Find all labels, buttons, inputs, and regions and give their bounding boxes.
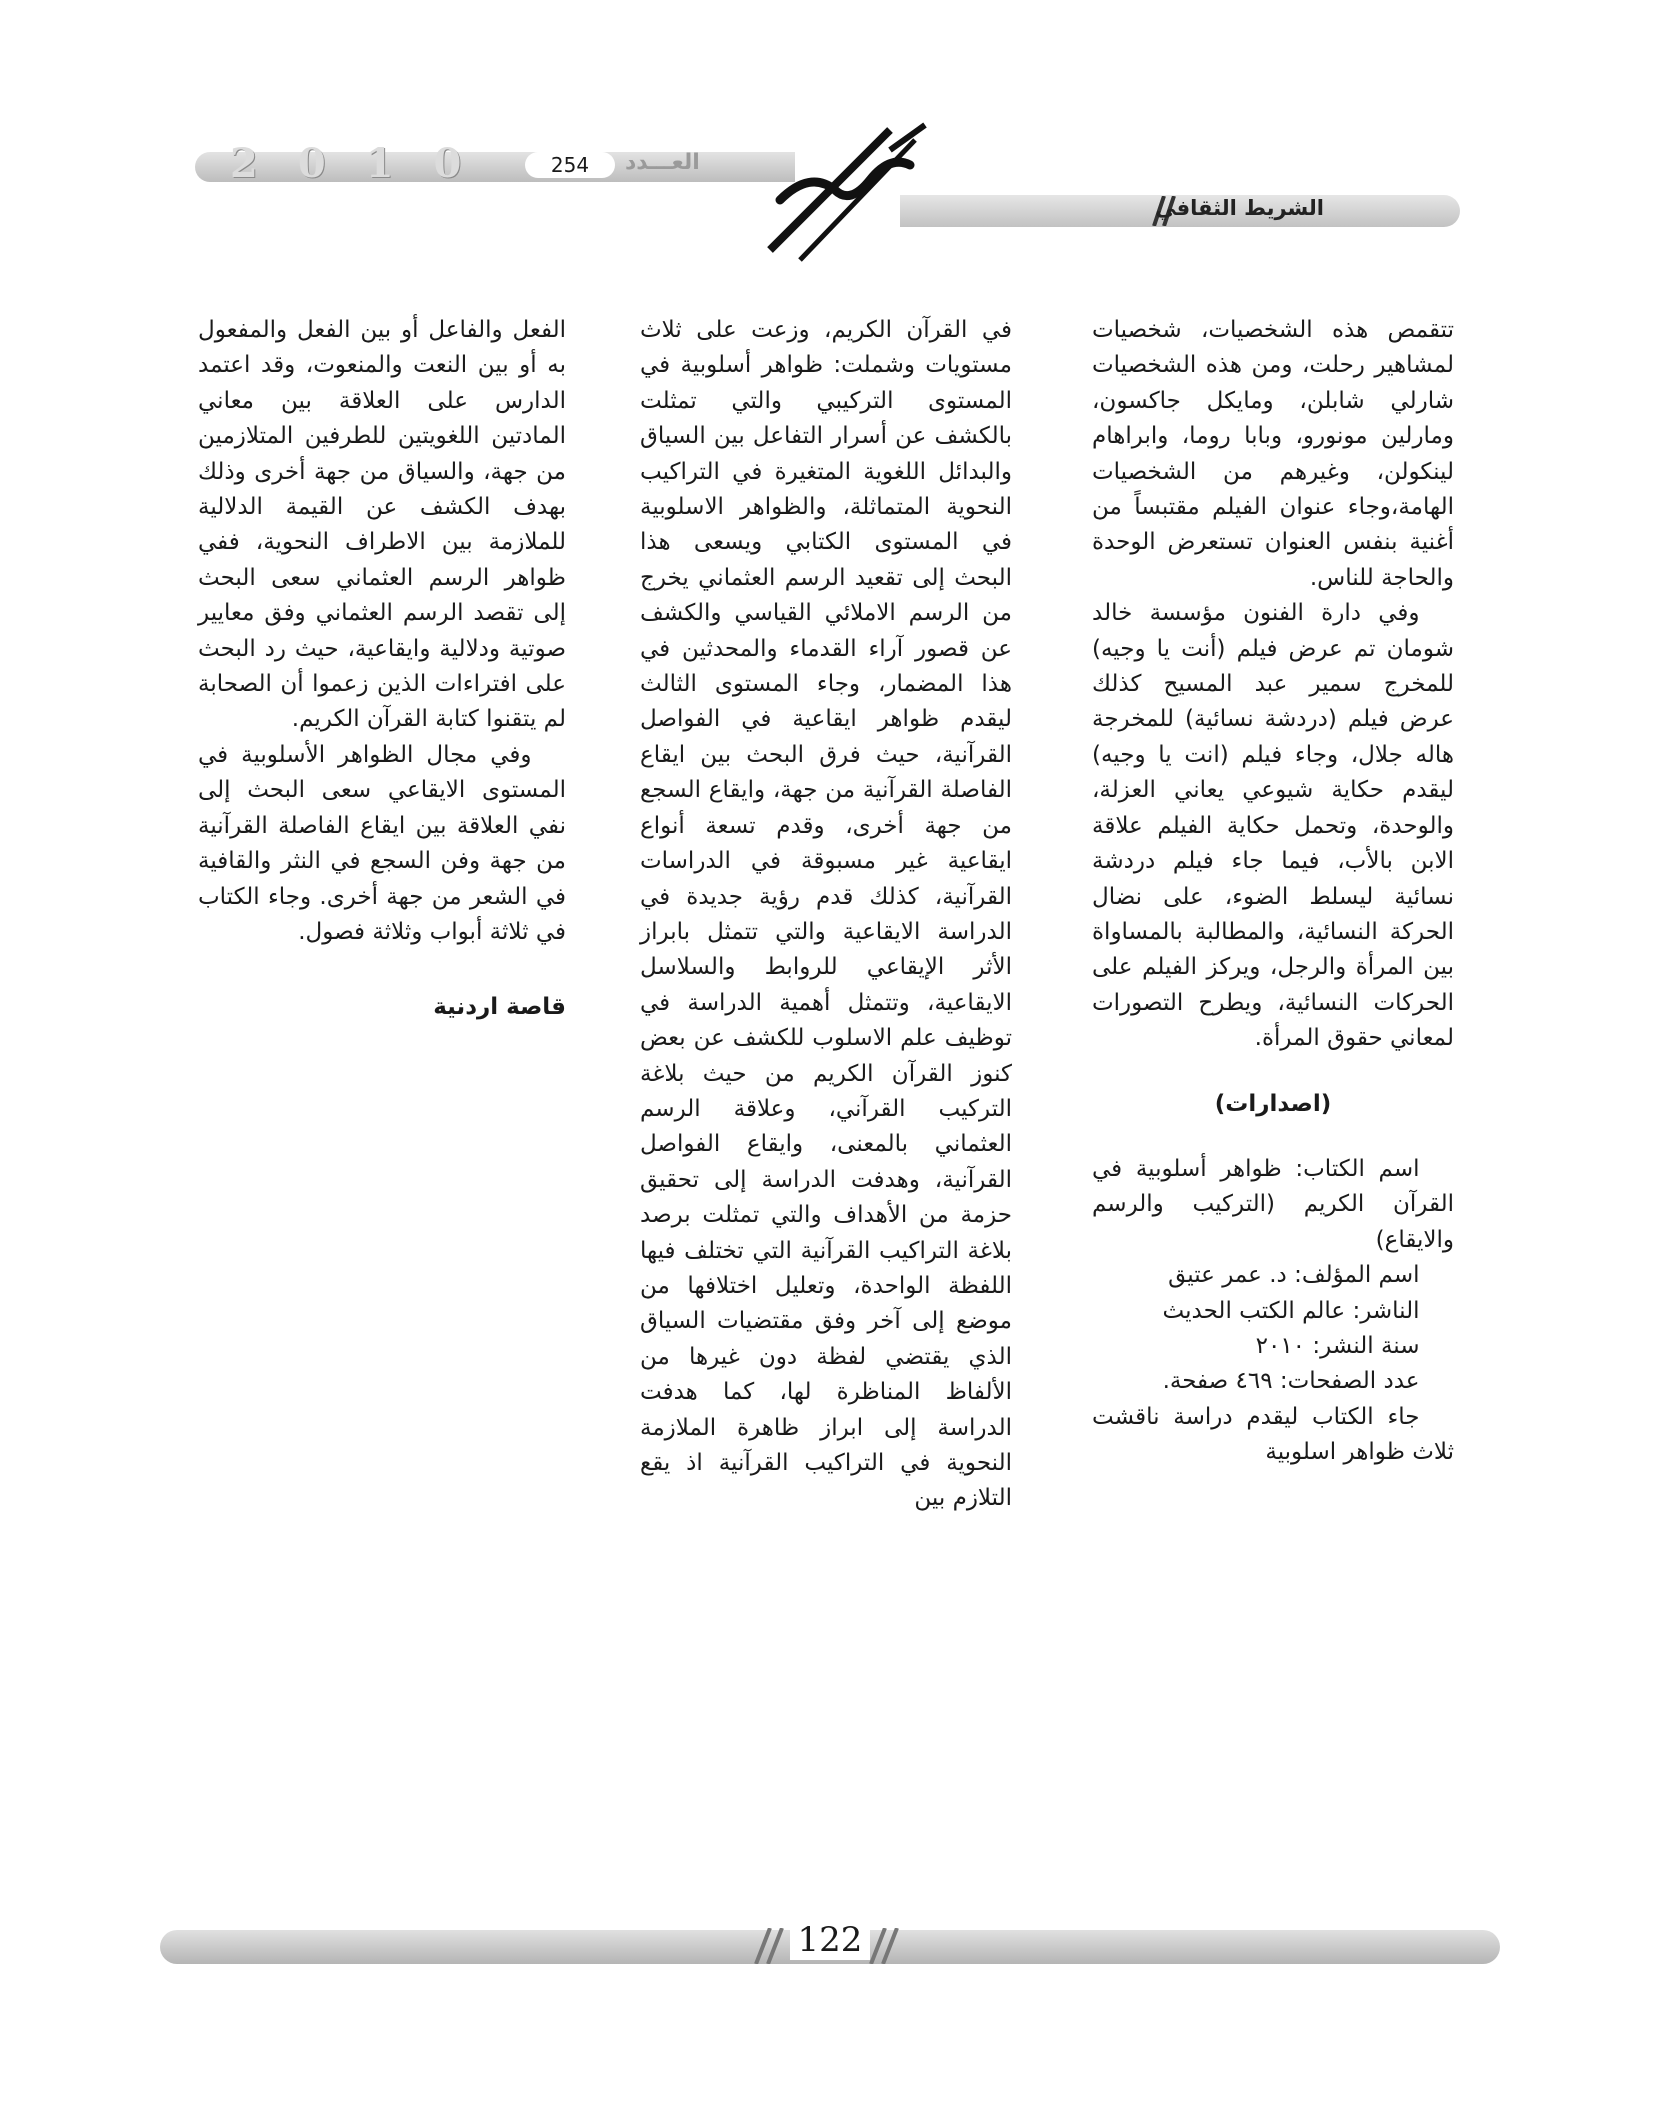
paragraph: وفي مجال الظواهر الأسلوبية في المستوى الايقاعي سعى البحث إلى نفي العلاقة بين ايقاع الفاصلة القرآنية من جهة وفن السجع في النثر والقافية في الشعر من جهة أخرى. وجاء الكتاب في ثلاثة أبواب وثلاثة فصول. [198, 741, 566, 945]
book-year: سنة النشر: ٢٠١٠ [1255, 1332, 1420, 1359]
book-pages: عدد الصفحات: ٤٦٩ صفحة. [1162, 1368, 1420, 1395]
year-label [230, 140, 461, 187]
article-column-right [1092, 313, 1454, 1471]
section-title: الشريط الثقافي [1155, 196, 1324, 220]
magazine-logo-icon [740, 110, 940, 270]
year-digit: 1 [365, 140, 394, 187]
book-author: اسم المؤلف: د. عمر عتيق [1168, 1262, 1420, 1289]
year-digit: 2 [230, 140, 258, 187]
book-name: اسم الكتاب: ظواهر أسلوبية في القرآن الكريم (التركيب والرسم والايقاع) [1092, 1155, 1454, 1253]
article-column-middle [640, 313, 1012, 1517]
year-digit: 0 [297, 140, 326, 187]
section-heading: (اصدارات) [1214, 1090, 1332, 1117]
stripes-icon [865, 1928, 905, 1964]
stripes-icon [750, 1928, 790, 1964]
page-number: 122 [790, 1920, 870, 1960]
paragraph: تتقمص هذه الشخصيات، شخصيات لمشاهير رحلت، ومن هذه الشخصيات شارلي شابلن، ومايكل جاكسون، ومارلين مونورو، وبابا روما، وابراهام لينكولن، وغيرهم من الشخصيات الهامة،وجاء عنوان الفيلم مقتبساً من أغنية بنفس العنوان تستعرض الوحدة والحاجة للناس. [1092, 317, 1454, 591]
paragraph: جاء الكتاب ليقدم دراسة ناقشت ثلاث ظواهر اسلوبية [1092, 1403, 1454, 1466]
paragraph: في القرآن الكريم، وزعت على ثلاث مستويات وشملت: ظواهر أسلوبية في المستوى التركيبي والتي تمثلت بالكشف عن أسرار التفاعل بين السياق والبدائل اللغوية المتغيرة في التراكيب النحوية المتماثلة، والظواهر الاسلوبية في المستوى الكتابي ويسعى هذا البحث إلى تقعيد الرسم العثماني يخرج من الرسم الاملائي القياسي والكشف عن قصور آراء القدماء والمحدثين في هذا المضمار، وجاء المستوى الثالث ليقدم ظواهر ايقاعية في الفواصل القرآنية، حيث فرق البحث بين ايقاع الفاصلة القرآنية من جهة، وايقاع السجع من جهة أخرى، وقدم تسعة أنواع ايقاعية غير مسبوقة في الدراسات القرآنية، كذلك قدم رؤية جديدة في الدراسة الايقاعية والتي تتمثل بابراز الأثر الإيقاعي للروابط والسلاسل الايقاعية، وتتمثل أهمية الدراسة في توظيف علم الاسلوب للكشف عن بعض كنوز القرآن الكريم من حيث بلاغة التركيب القرآني، وعلاقة الرسم العثماني بالمعنى، وايقاع الفواصل القرآنية، وهدفت الدراسة إلى تحقيق حزمة من الأهداف والتي تمثلت برصد بلاغة التراكيب القرآنية التي تختلف فيها اللفظة الواحدة، وتعليل اختلافها من موضع إلى آخر وفق مقتضيات السياق الذي يقتضي لفظة دون غيرها من الألفاظ المناظرة لها، كما هدفت الدراسة إلى ابراز ظاهرة الملازمة النحوية في التراكيب القرآنية اذ يقع التلازم بين [640, 317, 1012, 1512]
author-signature: قاصة اردنية [433, 994, 566, 1021]
issue-number: 254 [525, 152, 615, 178]
paragraph: وفي دارة الفنون مؤسسة خالد شومان تم عرض فيلم (أنت يا وجيه) للمخرج سمير عبد المسيح كذلك عرض فيلم (دردشة نسائية) للمخرجة هاله جلال، وجاء فيلم (انت يا وجيه) ليقدم حكاية شيوعي يعاني العزلة، والوحدة، وتحمل حكاية الفيلم علاقة الابن بالأب، فيما جاء فيلم دردشة نسائية ليسلط الضوء، على نضال الحركة النسائية، والمطالبة بالمساواة بين المرأة والرجل، ويركز الفيلم على الحركات النسائية، ويطرح التصورات لمعاني حقوق المرأة. [1092, 600, 1454, 1052]
paragraph: الفعل والفاعل أو بين الفعل والمفعول به أو بين النعت والمنعوت، وقد اعتمد الدارس على العلاقة بين معاني المادتين اللغويتين للطرفين المتلازمين من جهة، والسياق من جهة أخرى وذلك بهدف الكشف عن القيمة الدلالية للملازمة بين الاطراف النحوية، ففي ظواهر الرسم العثماني سعى البحث إلى تقصد الرسم العثماني وفق معايير صوتية ودلالية وايقاعية، حيث رد البحث على افتراءات الذين زعموا أن الصحابة لم يتقنوا كتابة القرآن الكريم. [198, 317, 566, 733]
book-publisher: الناشر: عالم الكتب الحديث [1162, 1297, 1420, 1324]
article-column-left [198, 313, 566, 1026]
issue-label: العـــدد [625, 150, 700, 175]
year-digit: 0 [433, 140, 462, 187]
